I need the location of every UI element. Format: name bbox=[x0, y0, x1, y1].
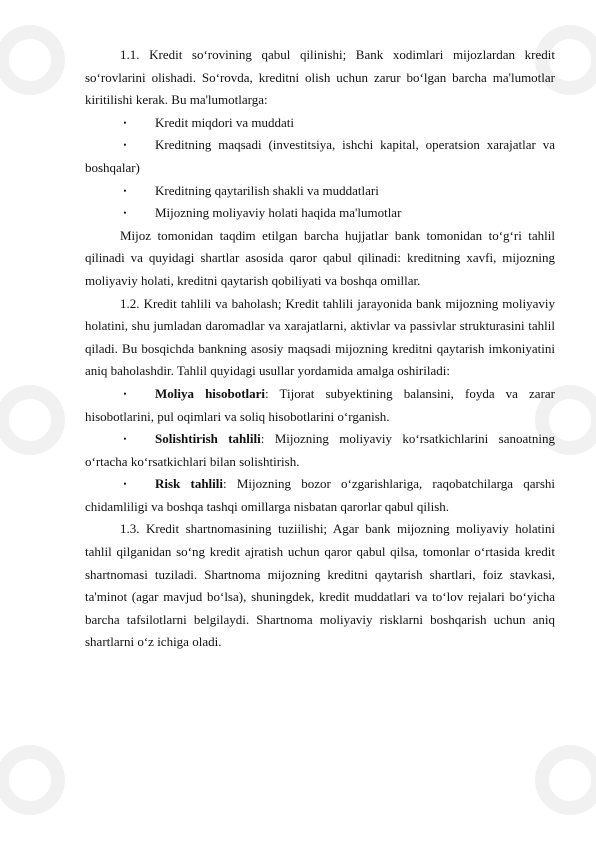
paragraph-1-2-intro: 1.2. Kredit tahlili va baholash; Kredit tahlili jarayonida bank mijozning moliyaviy holatini, shu jumladan daromadlar va xarajatlarni, aktivlar va passivlar strukturasini tahlil qiladi. Bu bosqichda bankning asosiy maqsadi mijozning kreditni qaytarish imkoniyatini aniq baholashdir. Tahlil quyidagi usullar yordamida amalga oshiriladi: bbox=[85, 295, 555, 379]
bullet-dot-icon: • bbox=[123, 434, 127, 445]
bullet-dot-icon: • bbox=[123, 388, 127, 399]
bullet-item: • Risk tahlili: Mijozning bozor o‘zgarishlariga, raqobatchilarga qarshi chidamliligi va boshqa tashqi omillarga nisbatan qarorlar qabul qilish. bbox=[85, 473, 555, 518]
bullet-item: • Solishtirish tahlili: Mijozning moliyaviy ko‘rsatkichlarini sanoatning o‘rtacha ko‘rsatkichlari bilan solishtirish. bbox=[85, 428, 555, 473]
bullet-dot-icon: • bbox=[123, 185, 127, 196]
paragraph-1-1-intro: 1.1. Kredit so‘rovining qabul qilinishi; Bank xodimlari mijozlardan kredit so‘rovlarini olishadi. So‘rovda, kreditni olish uchun zarur bo‘lgan barcha ma'lumotlar kiritilishi kerak. Bu ma'lumotlarga: bbox=[85, 47, 555, 108]
bullet-item: • Moliya hisobotlari: Tijorat subyektining balansini, foyda va zarar hisobotlarini, pul oqimlari va soliq hisobotlarini o‘rganish. bbox=[85, 383, 555, 428]
bullet-item: • Mijozning moliyaviy holati haqida ma'lumotlar bbox=[85, 202, 555, 225]
bullet-term: Risk tahlili bbox=[155, 476, 224, 492]
bullet-item: • Kreditning maqsadi (investitsiya, ishchi kapital, operatsion xarajatlar va boshqalar) bbox=[85, 134, 555, 179]
bullet-dot-icon: • bbox=[123, 140, 127, 151]
paragraph-1-1-closing: Mijoz tomonidan taqdim etilgan barcha hujjatlar bank tomonidan to‘g‘ri tahlil qilinadi va quyidagi shartlar asosida qaror qabul qilinadi: kreditning xavfi, mijozning moliyaviy holati, kreditni qaytarish qobiliyati va boshqa omillar. bbox=[85, 227, 555, 288]
bullet-term: Moliya hisobotlari bbox=[155, 385, 266, 401]
bullet-dot-icon: • bbox=[123, 117, 127, 128]
bullet-item: • Kreditning qaytarilish shakli va muddatlari bbox=[85, 180, 555, 203]
bullet-dot-icon: • bbox=[123, 479, 127, 490]
document-body bbox=[85, 44, 555, 654]
bullet-term: Solishtirish tahlili bbox=[155, 431, 261, 447]
bullet-item: • Kredit miqdori va muddati bbox=[85, 112, 555, 135]
paragraph-1-3: 1.3. Kredit shartnomasining tuziilishi; Agar bank mijozning moliyaviy holatini tahlil qilganidan so‘ng kredit ajratish uchun qaror qabul qilsa, tomonlar o‘rtasida kredit shartnomasi tuziladi. Shartnoma mijozning kreditni qaytarish shartlari, foiz stavkasi, ta'minot (agar mavjud bo‘lsa), shuningdek, kredit muddatlari va to‘lov rejalari bo‘yicha barcha tafsilotlarni belgilaydi. Shartnoma moliyaviy risklarni boshqarish uchun aniq shartlarni o‘z ichiga oladi. bbox=[85, 521, 555, 650]
bullet-dot-icon: • bbox=[123, 208, 127, 219]
